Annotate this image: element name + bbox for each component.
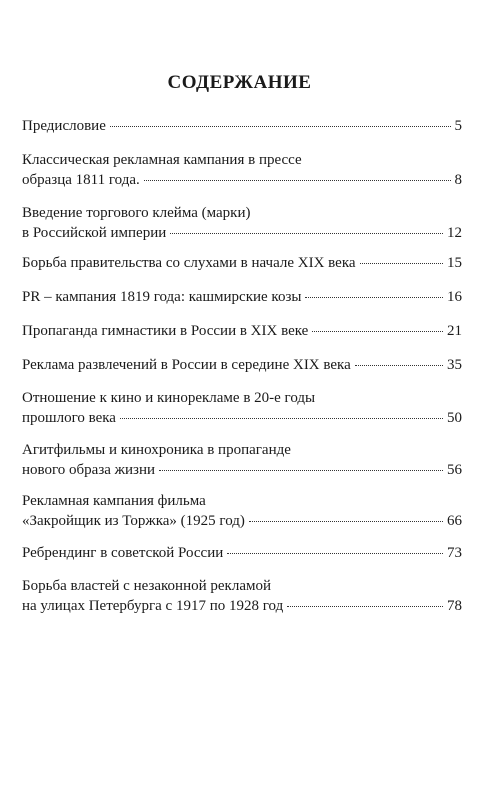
toc-entry [22, 491, 462, 531]
toc-leader-dots [170, 233, 443, 234]
toc-entry [22, 388, 462, 428]
toc-leader-dots [287, 606, 443, 607]
toc-page-number: 73 [447, 545, 462, 561]
toc-page-number: 15 [447, 255, 462, 271]
toc-page-number: 78 [447, 598, 462, 614]
toc-entry-text: Предисловие [22, 118, 106, 134]
toc-leader-dots [249, 521, 443, 522]
toc-entry [22, 543, 462, 563]
toc-entry-text: PR – кампания 1819 года: кашмирские козы [22, 289, 302, 305]
toc-entry-text: Отношение к кино и кинорекламе в 20-е годы [22, 390, 316, 406]
toc-page-number: 56 [447, 462, 462, 478]
toc-page-number: 8 [454, 172, 462, 188]
toc-leader-dots [144, 180, 451, 181]
toc-entry-text: Введение торгового клейма (марки) [22, 205, 251, 221]
toc-page-number: 66 [447, 513, 462, 529]
toc-leader-dots [355, 365, 443, 366]
toc-entry-text: Реклама развлечений в России в середине XIX века [22, 357, 351, 373]
toc-entry-text: прошлого века [22, 410, 116, 426]
toc-page-number: 12 [447, 225, 462, 241]
toc-entry [22, 440, 462, 480]
toc-page-number: 50 [447, 410, 462, 426]
toc-entry-text: на улицах Петербурга с 1917 по 1928 год [22, 598, 284, 614]
toc-entry-text: «Закройщик из Торжка» (1925 год) [22, 513, 245, 529]
toc-entry [22, 321, 462, 341]
toc-entry-text: в Российской империи [22, 225, 167, 241]
toc-leader-dots [305, 297, 443, 298]
toc-page-number: 35 [447, 357, 462, 373]
toc-leader-dots [159, 470, 443, 471]
toc-entry [22, 116, 462, 136]
toc-entry-text: Агитфильмы и кинохроника в пропаганде [22, 442, 291, 458]
toc-entry-text: Классическая рекламная кампания в прессе [22, 152, 302, 168]
toc-entry-text: Пропаганда гимнастики в России в XIX веке [22, 323, 309, 339]
toc-entry [22, 287, 462, 307]
toc-page-number: 16 [447, 289, 462, 305]
toc-entry-text: Борьба правительства со слухами в начале XIX века [22, 255, 356, 271]
toc-entry-text: образца 1811 года. [22, 172, 140, 188]
toc-title: СОДЕРЖАНИЕ [167, 72, 312, 93]
toc-leader-dots [110, 126, 451, 127]
toc-entry [22, 150, 462, 190]
toc-leader-dots [312, 331, 443, 332]
toc-leader-dots [120, 418, 443, 419]
toc-page-number: 21 [447, 323, 462, 339]
toc-entry-text: Рекламная кампания фильма [22, 493, 206, 509]
toc-entry [22, 355, 462, 375]
toc-entry [22, 576, 462, 616]
toc-entry [22, 253, 462, 273]
toc-entry-text: Борьба властей с незаконной рекламой [22, 578, 271, 594]
toc-entry-text: нового образа жизни [22, 462, 156, 478]
toc-entry-text: Ребрендинг в советской России [22, 545, 224, 561]
toc-page-number: 5 [454, 118, 462, 134]
toc-leader-dots [227, 553, 443, 554]
toc-entry [22, 203, 462, 243]
toc-leader-dots [360, 263, 443, 264]
